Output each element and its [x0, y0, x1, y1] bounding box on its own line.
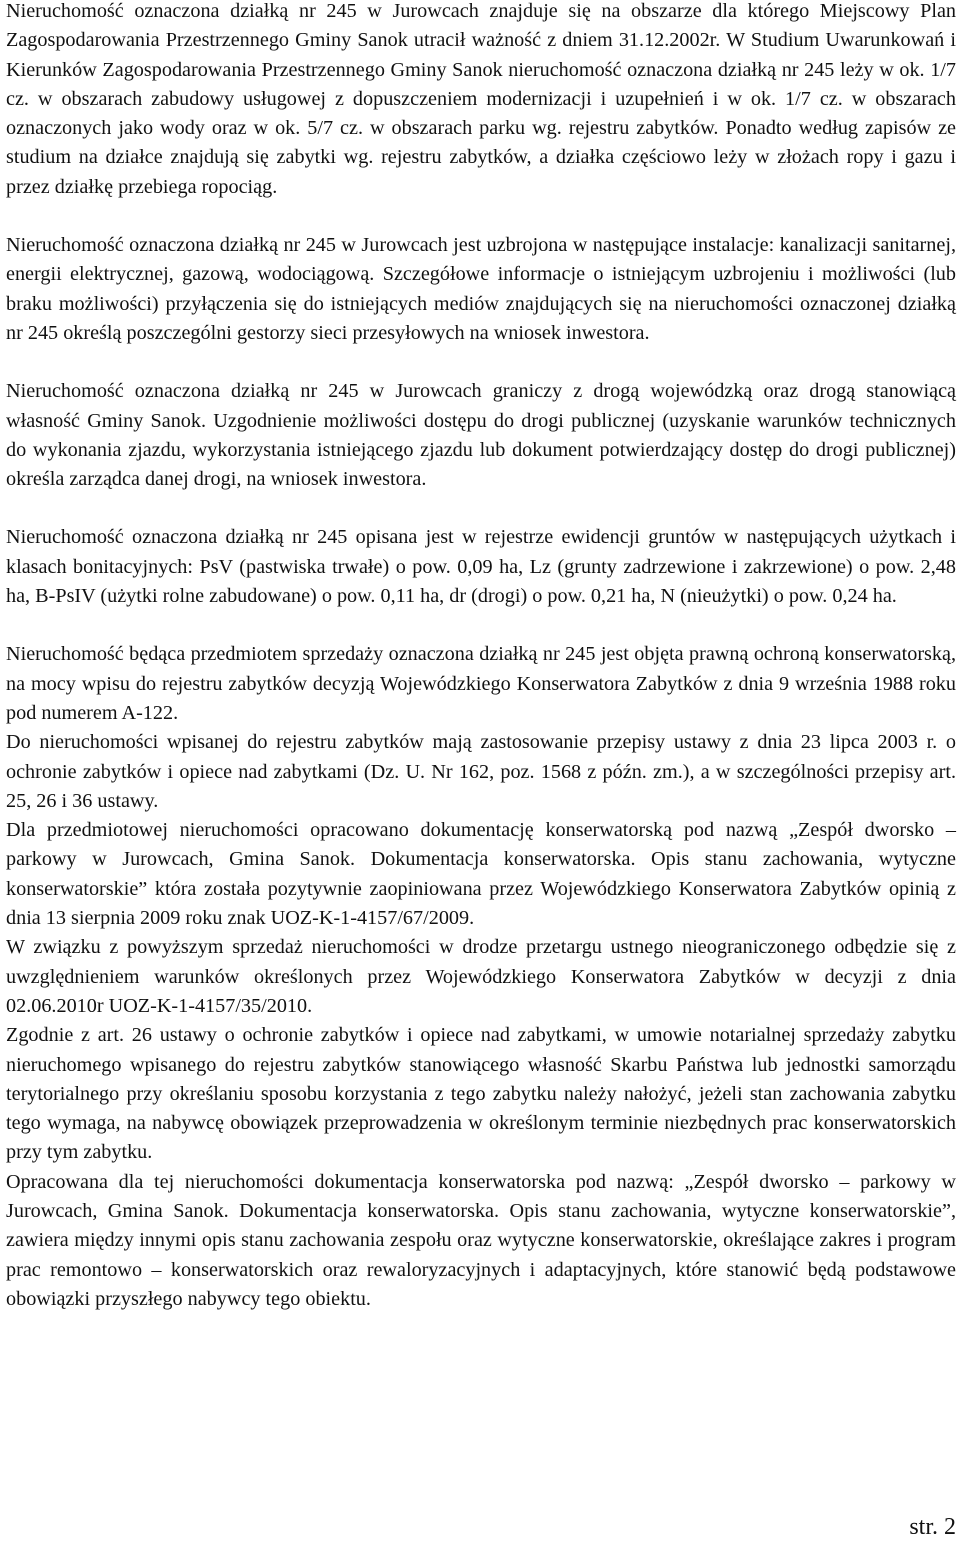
heritage-protection-paragraph: Nieruchomość będąca przedmiotem sprzedaży oznaczona działką nr 245 jest objęta prawną ochroną konserwatorską, na mocy wpisu do rejestru zabytków decyzją Wojewódzkiego Konserwatora Zabytków z dnia 9 września 1988 roku pod numerem A-122.	[6, 643, 956, 724]
notarial-obligation-paragraph: Zgodnie z art. 26 ustawy o ochronie zabytków i opiece nad zabytkami, w umowie notarialnej sprzedaży zabytku nieruchomego wpisanego do rejestru zabytków stanowiącego własność Skarbu Państwa lub jednostki samorządu terytorialnego przy określaniu sposobu korzystania z tego zabytku należy nałożyć, jeżeli stan zachowania zabytku tego wymaga, na nabywcę obowiązek przeprowadzenia w określonym terminie niezbędnych prac konserwatorskich przy tym zabytku.	[6, 1024, 956, 1164]
zoning-plan-paragraph: Nieruchomość oznaczona działką nr 245 w Jurowcach znajduje się na obszarze dla którego Miejscowy Plan Zagospodarowania Przestrzennego Gminy Sanok utracił ważność z dniem 31.12.2002r. W Studium Uwarunkowań i Kierunków Zagospodarowania Przestrzennego Gminy Sanok nieruchomość oznaczona działką nr 245 leży w ok. 1/7 cz. w obszarach zabudowy usługowej z dopuszczeniem modernizacji i uzupełnień i w ok. 1/7 cz. w obszarach oznaczonych jako wody oraz w ok. 5/7 cz. w obszarach parku wg. rejestru zabytków. Ponadto według zapisów ze studium na działce znajdują się zabytki wg. rejestru zabytków, a działka częściowo leży w złożach ropy i gazu i przez działkę przebiega ropociąg.	[6, 0, 956, 198]
page-number: str. 2	[909, 1514, 956, 1540]
document-page	[6, 0, 956, 1314]
tender-conditions-paragraph: W związku z powyższym sprzedaż nieruchomości w drodze przetargu ustnego nieograniczonego odbędzie się z uwzględnieniem warunków określonych przez Wojewódzkiego Konserwatora Zabytków w decyzji z dnia 02.06.2010r UOZ-K-1-4157/35/2010.	[6, 936, 956, 1017]
land-register-paragraph: Nieruchomość oznaczona działką nr 245 opisana jest w rejestrze ewidencji gruntów w następujących użytkach i klasach bonitacyjnych: PsV (pastwiska trwałe) o pow. 0,09 ha, Lz (grunty zadrzewione i zakrzewione) o pow. 2,48 ha, B-PsIV (użytki rolne zabudowane) o pow. 0,11 ha, dr (drogi) o pow. 0,21 ha, N (nieużytki) o pow. 0,24 ha.	[6, 526, 956, 608]
conservation-documentation-paragraph: Dla przedmiotowej nieruchomości opracowano dokumentację konserwatorską pod nazwą „Zespół dworsko – parkowy w Jurowcach, Gmina Sanok. Dokumentacja konserwatorska. Opis stanu zachowania, wytyczne konserwatorskie” która została pozytywnie zaopiniowana przez Wojewódzkiego Konserwatora Zabytków opinią z dnia 13 sierpnia 2009 roku znak UOZ-K-1-4157/67/2009.	[6, 819, 956, 930]
buyer-obligations-paragraph: Opracowana dla tej nieruchomości dokumentacja konserwatorska pod nazwą: „Zespół dworsko – parkowy w Jurowcach, Gmina Sanok. Dokumentacja konserwatorska. Opis stanu zachowania, wytyczne konserwatorskie”, zawiera między innymi opis stanu zachowania zespołu oraz wytyczne konserwatorskie, określające zakres i program prac remontowo – konserwatorskich oraz rewaloryzacyjnych i adaptacyjnych, które stanowić będą podstawowe obowiązki przyszłego nabywcy tego obiektu.	[6, 1170, 956, 1310]
utilities-paragraph: Nieruchomość oznaczona działką nr 245 w Jurowcach jest uzbrojona w następujące instalacje: kanalizacji sanitarnej, energii elektrycznej, gazową, wodociągową. Szczegółowe informacje o istniejącym uzbrojeniu i możliwości (lub braku możliwości) przyłączenia się do istniejących mediów znajdujących się na nieruchomości oznaczonej działką nr 245 określą poszczególni gestorzy sieci przesyłowych na wniosek inwestora.	[6, 234, 956, 344]
road-access-paragraph: Nieruchomość oznaczona działką nr 245 w Jurowcach graniczy z drogą wojewódzką oraz drogą stanowiącą własność Gminy Sanok. Uzgodnienie możliwości dostępu do drogi publicznej (uzyskanie warunków technicznych do wykonania zjazdu, wykorzystania istniejącego zjazdu lub dokument potwierdzający dostęp do drogi publicznej) określa zarządca danej drogi, na wniosek inwestora.	[6, 380, 956, 491]
heritage-law-paragraph: Do nieruchomości wpisanej do rejestru zabytków mają zastosowanie przepisy ustawy z dnia 23 lipca 2003 r. o ochronie zabytków i opiece nad zabytkami (Dz. U. Nr 162, poz. 1568 z późn. zm.), a w szczególności przepisy art. 25, 26 i 36 ustawy.	[6, 731, 956, 812]
